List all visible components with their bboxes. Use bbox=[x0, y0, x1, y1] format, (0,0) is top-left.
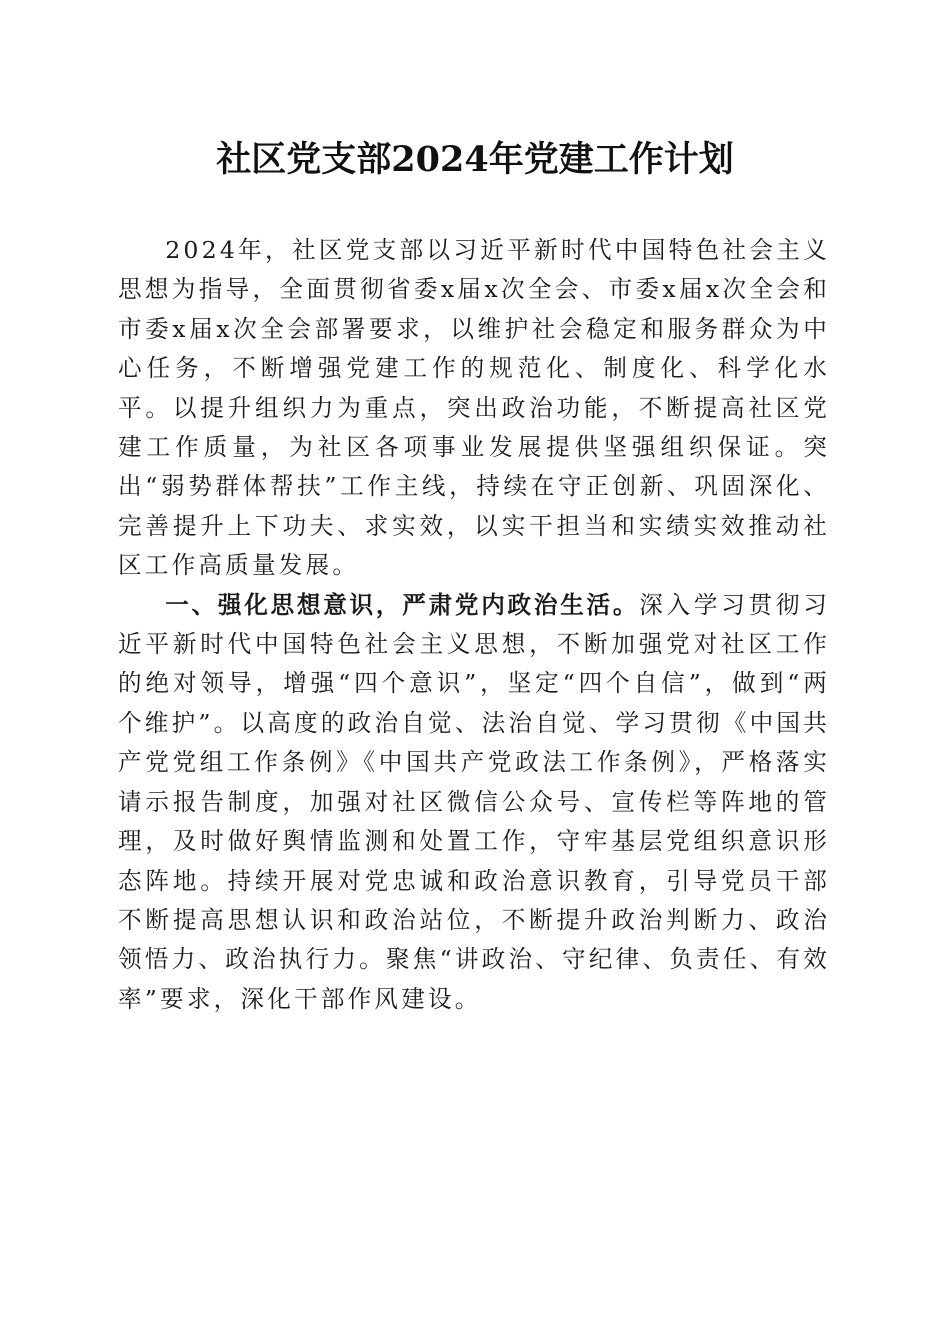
section-one-heading: 一、强化思想意识，严肃党内政治生活。 bbox=[165, 590, 640, 619]
section-one-paragraph bbox=[118, 586, 830, 1019]
intro-paragraph-text: 2024年，社区党支部以习近平新时代中国特色社会主义思想为指导，全面贯彻省委x届x次全会、市委x届x次全会和市委x届x次全会部署要求，以维护社会稳定和服务群众为中心任务，不断增强党建工作的规范化、制度化、科学化水平。以提升组织力为重点，突出政治功能，不断提高社区党建工作质量，为社区各项事业发展提供坚强组织保证。突出“弱势群体帮扶”工作主线，持续在守正创新、巩固深化、完善提升上下功夫、求实效，以实干担当和实绩实效推动社区工作高质量发展。 bbox=[118, 236, 830, 580]
intro-paragraph bbox=[118, 231, 830, 586]
document-body bbox=[118, 231, 830, 1019]
section-one-text: 深入学习贯彻习近平新时代中国特色社会主义思想，不断加强党对社区工作的绝对领导，增强“四个意识”，坚定“四个自信”，做到“两个维护”。以高度的政治自觉、法治自觉、学习贯彻《中国共产党党组工作条例》《中国共产党政法工作条例》，严格落实请示报告制度，加强对社区微信公众号、宣传栏等阵地的管理，及时做好舆情监测和处置工作，守牢基层党组织意识形态阵地。持续开展对党忠诚和政治意识教育，引导党员干部不断提高思想认识和政治站位，不断提升政治判断力、政治领悟力、政治执行力。聚焦“讲政治、守纪律、负责任、有效率”要求，深化干部作风建设。 bbox=[118, 590, 830, 1013]
document-title: 社区党支部2024年党建工作计划 bbox=[216, 139, 734, 180]
